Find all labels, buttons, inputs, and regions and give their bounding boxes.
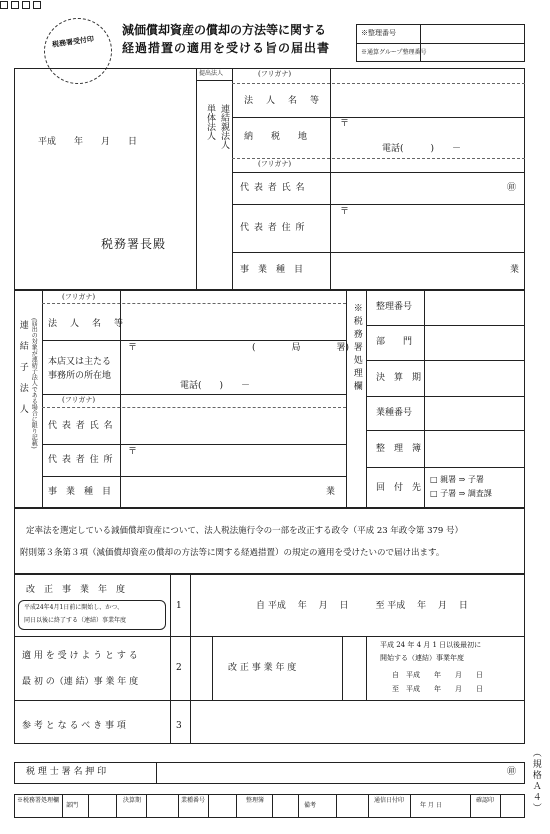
item2-number: 2: [176, 663, 182, 673]
sub-office-label: 本店又は主たる事務所の所在地: [48, 357, 112, 381]
furigana-label-2: (フリガナ): [258, 160, 292, 168]
sub-office-field[interactable]: [122, 356, 344, 378]
business-field[interactable]: [332, 256, 502, 286]
item2-to-field[interactable]: 至 平成 年 月 日: [392, 685, 483, 693]
accountant-label: 税 理 士 署 名 押 印: [26, 767, 107, 777]
item1-note-b: 同日以後に終了する（連結）事業年度: [24, 617, 127, 624]
bottom-tsushin: 通信日付印: [373, 797, 404, 804]
sub-corp-name-field[interactable]: [122, 305, 344, 339]
bottom-office-label: ※税務署処理欄: [17, 797, 60, 804]
accountant-seal-mark: ㊞: [507, 767, 517, 777]
rep-address-label: 代 表 者 住 所: [240, 223, 306, 233]
corp-name-field[interactable]: [332, 84, 522, 116]
sub-furigana-label-2: (フリガナ): [62, 396, 96, 404]
submission-date: 平成 年 月 日: [38, 137, 138, 147]
route-a-option[interactable]: □ 親署 ⇒ 子署: [430, 475, 484, 484]
receipt-stamp-label: 税務署受付印: [51, 34, 95, 49]
sub-business-field[interactable]: [122, 478, 322, 506]
kind-a-label: 単体法人: [204, 104, 215, 140]
office-row-kessan: 決 算 期: [376, 373, 422, 383]
item1-period-field[interactable]: 自 平成 年 月 日 至 平成 年 月 日: [256, 601, 468, 611]
tax-address-postal: 〒: [340, 119, 350, 129]
rep-address-field[interactable]: [332, 218, 522, 248]
rep-address-postal: 〒: [340, 207, 350, 217]
item3-field[interactable]: [192, 702, 522, 742]
bottom-date: 年 月 日: [420, 802, 442, 809]
tax-address-label: 納 税 地: [244, 132, 308, 142]
office-row-bumon: 部 門: [376, 337, 413, 347]
sub-rep-name-field[interactable]: [122, 409, 344, 443]
bottom-kakunin: 確認印: [475, 797, 494, 804]
form-title-line1: 減価償却資産の償却の方法等に関する: [122, 23, 327, 37]
statement-section: [14, 508, 525, 574]
accountant-signature-field[interactable]: [158, 764, 498, 782]
bottom-seiribo: 整理簿: [245, 797, 264, 804]
office-row-kaifu: 回 付 先: [376, 483, 422, 493]
business-label: 事 業 種 目: [240, 265, 304, 275]
tax-address-phone: 電話( ) －: [382, 144, 462, 154]
tax-office-addressee: 税務署長殿: [101, 237, 167, 251]
item3-label: 参 考 と な る べ き 事 項: [22, 721, 126, 731]
item2-option-b-checkbox[interactable]: [33, 1, 41, 9]
sub-business-label: 事 業 種 目: [48, 487, 112, 497]
bottom-biko: 備考: [304, 802, 317, 809]
sub-furigana-label: (フリガナ): [62, 293, 96, 301]
consolidated-side-label: 連結子法人: [17, 320, 28, 425]
sub-business-suffix: 業: [326, 487, 336, 497]
item2-option-b-line1: 平成 24 年 4 月 1 日以後最初に: [380, 641, 482, 649]
item2-option-a-label: 改 正 事 業 年 度: [228, 663, 297, 673]
sub-rep-address-postal: 〒: [128, 447, 138, 457]
kind-b-checkbox[interactable]: [11, 1, 19, 9]
item1-note-a: 平成24年4月1日前に開始し、かつ、: [24, 604, 124, 611]
bottom-kessanki: 決算期: [122, 797, 141, 804]
sub-office-phone: 電話( ) －: [180, 381, 251, 391]
consolidated-side-note: (届出の対象が連結子法人である場合に限り記載): [30, 318, 38, 449]
sub-office-bureau: ( 局 署): [252, 343, 350, 353]
item3-number: 3: [176, 721, 182, 731]
group-number-label: ※通算グループ整理番号: [361, 49, 427, 56]
office-row-seiri: 整理番号: [376, 302, 413, 312]
form-title-line2: 経過措置の適用を受ける旨の届出書: [122, 41, 331, 55]
tax-address-field[interactable]: [332, 128, 522, 142]
paper-size-note: （規格Ａ４）: [530, 748, 541, 814]
statement-line2: 附則第３条第３項（減価償却資産の償却の方法等に関する経過措置）の規定の適用を受けたいので届け出ます。: [20, 548, 445, 558]
furigana-label: (フリガナ): [258, 70, 292, 78]
corp-kind-header: 提出法人: [199, 70, 224, 77]
sub-rep-name-label: 代 表 者 氏 名: [48, 421, 114, 431]
seiri-number-label: ※整理番号: [361, 29, 396, 37]
office-row-seiribo: 整 理 簿: [376, 444, 422, 454]
item1-label: 改 正 事 業 年 度: [26, 585, 126, 595]
kind-b-label: 連結親法人: [218, 104, 229, 149]
kind-a-checkbox[interactable]: [0, 1, 8, 9]
business-suffix: 業: [510, 265, 520, 275]
item2-label-a: 適 用 を 受 け よ う と す る: [22, 651, 138, 661]
bottom-bumon: 部門: [66, 802, 79, 809]
rep-name-field[interactable]: [332, 174, 502, 202]
sub-corp-name-label: 法 人 名 等: [48, 319, 126, 329]
bottom-gyoshu: 業種番号: [180, 797, 205, 804]
sub-rep-address-label: 代 表 者 住 所: [48, 455, 114, 465]
statement-line1: 定率法を選定している減価償却資産について、法人税法施行令の一部を改正する政令（平成 23 年政令第 379 号）: [26, 526, 464, 536]
sub-rep-address-field[interactable]: [122, 458, 344, 474]
sub-office-postal: 〒: [128, 343, 138, 353]
office-use-side-label: ※税務署処理欄: [351, 303, 362, 394]
corp-name-label: 法 人 名 等: [244, 96, 322, 106]
item2-option-b-line2: 開始する（連結）事業年度: [380, 654, 464, 662]
item2-from-field[interactable]: 自 平成 年 月 日: [392, 671, 483, 679]
item2-label-b: 最 初 の（連 結）事 業 年 度: [22, 677, 139, 687]
route-b-option[interactable]: □ 子署 ⇒ 調査課: [430, 489, 492, 498]
seal-mark: ㊞: [507, 183, 517, 193]
item2-option-a-checkbox[interactable]: [22, 1, 30, 9]
office-row-gyoshu: 業種番号: [376, 408, 413, 418]
item1-number: 1: [176, 601, 182, 611]
rep-name-label: 代 表 者 氏 名: [240, 183, 306, 193]
